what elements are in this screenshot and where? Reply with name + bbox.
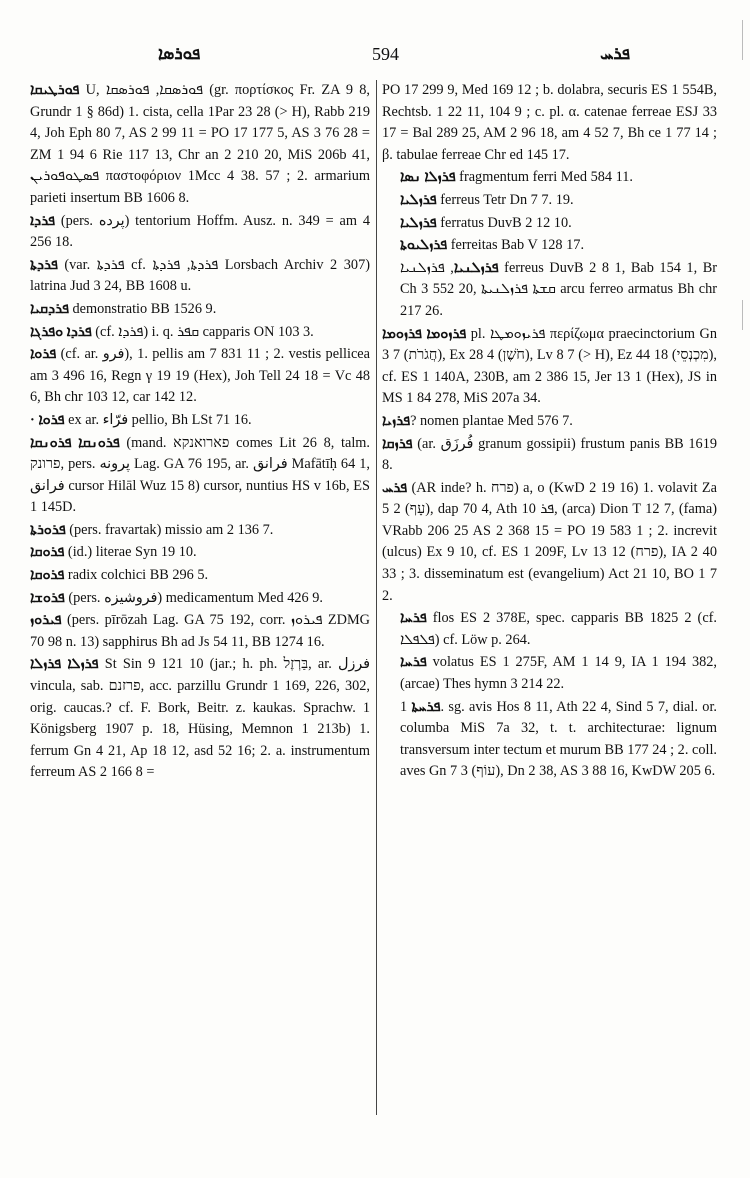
entry-text: (mand. פארואנקא comes Lit 26 8, talm. פרונק, pers. پرونه Lag. GA 76 195, ar. فرانق Mafātīḥ 64 1, فرانق cursor Hilāl Wuz 15 8) cursor, nuntius HS v 16b, ES 1 145D. bbox=[30, 434, 371, 516]
dictionary-entry bbox=[30, 433, 370, 519]
dictionary-entry bbox=[382, 190, 717, 212]
entry-headword: ܦܪܕܐ ܘܦܪܓܐ bbox=[30, 323, 92, 340]
entry-headword: ܦܪܙܘܡܐ ܦܪܙܘܡܐ bbox=[382, 325, 467, 342]
entry-text: (pers. پرده) tentorium Hoffm. Ausz. n. 349 = am 4 256 18. bbox=[30, 212, 370, 251]
entry-text: pl. ܦܪܝܙܘܡܛܐ περίζωμα praecinctorium Gn 3 7 (חֲגֹרֹת), Ex 28 4 (חֹשֶׁן), Lv 8 7 (> H), Ez 44 18 (מִכְנְסֵי), cf. ES 1 140A, 230B, am 2 386 15, Jer 13 1 (Hex), JS in MS 1 84 278, MiS 207a 34. bbox=[382, 325, 717, 407]
page-edge-mark bbox=[742, 300, 743, 330]
entry-text: radix colchici BB 296 5. bbox=[64, 567, 209, 584]
dictionary-entry bbox=[382, 235, 717, 257]
entry-headword: ܦܪܚ bbox=[382, 479, 408, 496]
entry-text: 1. sg. avis Hos 8 11, Ath 22 4, Sind 5 7, dial. or. columba MiS 7a 32, t. t. architecturae: lignum transversum inter tectum et murum BB 177 24 ; 2. coll. aves Gn 7 3 (עוֹף), Dn 2 38, AS 3 88 16, KwDW 205 6. bbox=[400, 698, 717, 780]
entry-text: U, ܦܘܪܣܩܐ, ܦܘܪܣܩܐ (gr. πορτίσκος Fr. ZA 9 8, Grundr 1 § 86d) 1. cista, cella 1Par 23 28 (> H), Rabb 219 4, Joh Eph 80 7, AS 2 99 11 = PO 17 177 5, AS 3 76 28 = ZM 1 94 6 Rie 117 13, Chr an 2 210 20, MiS 206b 41, ܦܣܛܘܦܘܪܝܢ παστοφόριον 1Mcc 4 38. 57 ; 2. armarium parieti insertum BB 1606 8. bbox=[30, 82, 370, 206]
entry-headword: ܦܪܙܩܐ bbox=[382, 435, 413, 452]
entry-headword: ܦܪܘܩܐ bbox=[30, 567, 65, 584]
dictionary-entry bbox=[30, 410, 370, 432]
dictionary-entry bbox=[30, 588, 370, 610]
dictionary-entry bbox=[382, 80, 717, 166]
entry-text: St Sin 9 121 10 (jar.; h. ph. בַּרְזֶל, ar. فرزل vincula, sab. פרזנם, acc. parzillu Grundr 1 169, 226, 302, orig. caucas.? cf. F. Bork, Beitr. z. kaukas. Sprachw. 1 Königsberg 1907 p. 18, Hüsing, Memnon 1 213b) 1. ferrum Gn 4 21, Ap 18 12, asd 52 16; 2. a. instrumentum ferreum AS 2 166 8 = bbox=[30, 656, 370, 781]
dictionary-entry bbox=[30, 299, 370, 321]
entry-headword: ܦܪܘܪܬܐ bbox=[30, 521, 66, 538]
entry-headword: ܦܪܙܠܝܐ bbox=[400, 191, 437, 208]
dictionary-entry bbox=[382, 434, 717, 477]
entry-headword: ܦܪܙܠܝܘܬܐ bbox=[400, 237, 448, 254]
entry-text: (cf. ar. فرو), 1. pellis am 7 831 11 ; 2. vestis pellicea am 3 496 16, Regn γ 19 19 (Hex), Joh Tell 24 18 = Vc 48 6, Bh chr 103 12, car 142 12. bbox=[30, 346, 370, 406]
entry-text: ex ar. فرّاء pellio, Bh LSt 71 16. bbox=[64, 411, 252, 428]
entry-text: demonstratio BB 1526 9. bbox=[68, 300, 217, 317]
entry-text: (var. ܦܪܕܬܐ cf. ܦܪܕܬܐ, ܦܪܕܬܐ Lorsbach Archiv 2 307) latrina Jud 3 24, BB 1608 u. bbox=[30, 256, 370, 295]
entry-headword: ܦܘܪܛܝܩܐ bbox=[30, 82, 80, 98]
entry-text: (id.) literae Syn 19 10. bbox=[64, 544, 197, 561]
entry-headword: ܦܪܙܠܐ ܦܪܙܠܐ bbox=[30, 656, 99, 673]
dictionary-entry bbox=[30, 654, 370, 784]
entry-headword: ܦܪܚܐ bbox=[400, 610, 427, 627]
dictionary-entry bbox=[382, 213, 717, 235]
entry-headword: ܦܪܙܝܐ bbox=[382, 412, 411, 429]
entry-headword: ܦܪܘܐ bbox=[30, 346, 57, 363]
entry-headword: ܦܪܕܬܐ bbox=[30, 256, 58, 273]
entry-headword: ܦܪܕܩܝܐ bbox=[30, 300, 69, 317]
entry-headword: ܦܪܕܐ bbox=[30, 212, 56, 229]
entry-text: (pers. pīrōzah Lag. GA 75 192, corr. ܦܝܪܘܙ ZDMG 70 98 n. 13) sapphirus Bh ad Js 54 11, BB 1274 16. bbox=[30, 612, 370, 650]
entry-headword: ܦܪܙܠܝܐ bbox=[400, 214, 437, 231]
entry-headword: ܦܪܙܠܐ ܢܣܐ bbox=[400, 169, 456, 186]
entry-text: (pers. fravartak) missio am 2 136 7. bbox=[65, 521, 274, 538]
page-edge-mark bbox=[742, 20, 743, 60]
entry-text: ferreus Tetr Dn 7 7. 19. bbox=[436, 191, 574, 208]
dictionary-entry bbox=[30, 322, 370, 344]
entry-text: ? nomen plantae Med 576 7. bbox=[410, 412, 573, 429]
dictionary-entry bbox=[30, 211, 370, 254]
dictionary-entry bbox=[382, 608, 717, 651]
entry-text: flos ES 2 378E, spec. capparis BB 1825 2 (cf. ܦܠܦܠܐ) cf. Löw p. 264. bbox=[400, 610, 717, 648]
dictionary-entry bbox=[382, 324, 717, 410]
running-head-right: ܦܪܚ bbox=[600, 44, 630, 63]
entry-headword: ܦܝܪܘܙ bbox=[30, 612, 62, 629]
entry-headword: ܦܪܚܐ bbox=[400, 654, 427, 671]
entry-text: fragmentum ferri Med 584 11. bbox=[455, 169, 633, 186]
dictionary-entry bbox=[30, 565, 370, 587]
dictionary-entry bbox=[382, 411, 717, 433]
entry-headword: ܦܪܘܫܐ bbox=[30, 589, 65, 606]
dictionary-entry bbox=[382, 697, 717, 783]
column-divider bbox=[376, 80, 377, 1115]
entry-headword: ܦܪܘܢܩܐ ܦܪܘܢܩܐ bbox=[30, 434, 120, 451]
entry-headword: ܦܪܚܬܐ bbox=[411, 698, 441, 715]
entry-text: (AR inde? h. פרח) a, o (KwD 2 19 16) 1. volavit Za 5 2 (עָף), dap 70 4, Ath ܦܪ 10, (arca) Dion T 12 7, (fama) VRabb 206 25 AS 2 368 15 = PO 19 583 1 ; 2. increvit (ulcus) Ex 9 10, cf. ES 1 209F, Lv 13 12 (פרח), IA 2 40 33 ; 3. disseminatum est (evangelium) Act 21 10, BO 1 7 2. bbox=[382, 479, 717, 604]
dictionary-entry bbox=[30, 520, 370, 542]
left-column bbox=[30, 80, 370, 785]
dictionary-entry bbox=[382, 478, 717, 608]
entry-text: volatus ES 1 275F, AM 1 14 9, IA 1 194 382, (arcae) Thes hymn 3 214 22. bbox=[400, 654, 717, 693]
entry-text: (cf. ܦܪܕܐ) i. q. ܩܦܪ capparis ON 103 3. bbox=[91, 323, 314, 340]
entry-headword: · ܦܪܘܐ bbox=[30, 411, 65, 428]
entry-text: PO 17 299 9, Med 169 12 ; b. dolabra, securis ES 1 554B, Rechtsb. 1 22 11, 104 9 ; c. pl. α. catenae ferreae ESJ 33 17 = Bal 289 25, AM 2 96 18, am 4 52 7, Bh ce 1 77 14 ; β. tabulae ferreae Chr ed 145 17. bbox=[382, 82, 717, 163]
entry-headword: ܦܪܙܠܢܝܐ bbox=[453, 259, 499, 276]
dictionary-entry bbox=[30, 542, 370, 564]
dictionary-entry bbox=[382, 258, 717, 323]
dictionary-entry bbox=[382, 167, 717, 189]
dictionary-entry bbox=[30, 344, 370, 409]
entry-text: ferreitas Bab V 128 17. bbox=[447, 237, 585, 254]
dictionary-entry bbox=[30, 255, 370, 298]
running-head-left: ܦܘܪܣܐ bbox=[158, 44, 201, 63]
right-column bbox=[382, 80, 717, 784]
entry-text: (pers. فروشیزه) medicamentum Med 426 9. bbox=[64, 589, 323, 606]
dictionary-entry bbox=[30, 610, 370, 653]
page-number: 594 bbox=[372, 44, 399, 64]
dictionary-entry bbox=[30, 80, 370, 210]
entry-text: , ܦܪܙܠܢܝܐ ferreus DuvB 2 8 1, Bab 154 1, Br Ch 3 552 20, ܩܫܬܐ ܦܪܙܠܢܝܬܐ arcu ferreo armatus Bh chr 217 26. bbox=[400, 259, 717, 319]
entry-text: (ar. فُرزَق granum gossipii) frustum panis BB 1619 8. bbox=[382, 435, 718, 474]
entry-text: ferratus DuvB 2 12 10. bbox=[436, 214, 572, 231]
entry-headword: ܦܪܘܩܐ bbox=[30, 544, 65, 561]
dictionary-entry bbox=[382, 652, 717, 695]
page-header bbox=[30, 44, 710, 72]
